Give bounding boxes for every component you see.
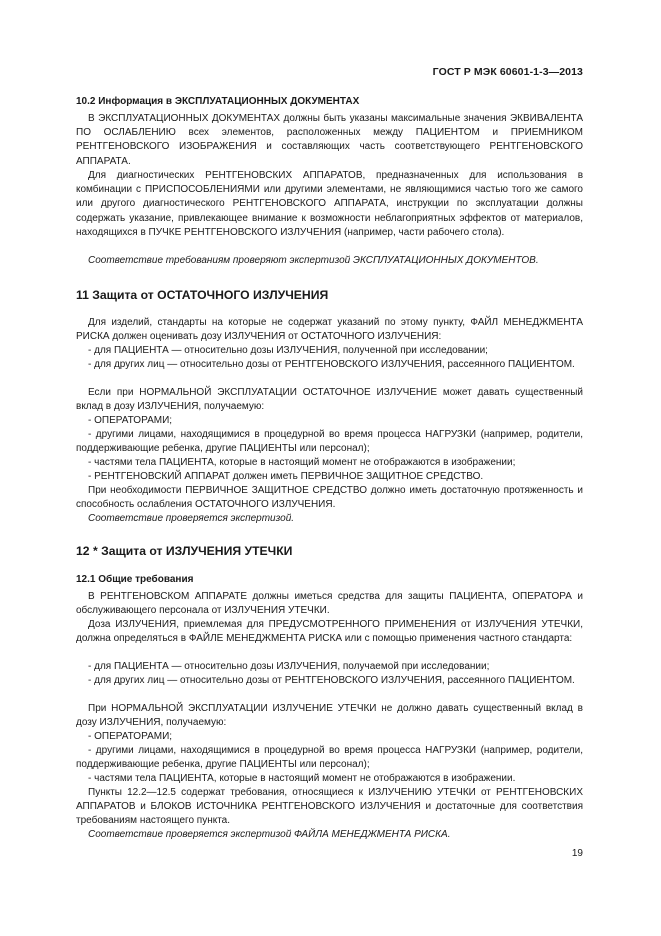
bullet-block-3 [76, 414, 583, 428]
list-item: - ОПЕРАТОРАМИ; [88, 415, 173, 426]
section-11-body [76, 316, 583, 344]
section-10-2-title: 10.2 Информация в ЭКСПЛУАТАЦИОННЫХ ДОКУМЕНТАХ [76, 96, 360, 107]
section-11-title: 11 Защита от ОСТАТОЧНОГО ИЗЛУЧЕНИЯ [76, 288, 329, 302]
bullet-block-2 [76, 358, 583, 372]
section-12-body-3 [76, 702, 583, 730]
bullet-block-7 [76, 660, 583, 674]
section-12 [76, 543, 583, 559]
document-page [76, 0, 583, 936]
list-item: - для ПАЦИЕНТА — относительно дозы ИЗЛУЧЕНИЯ, полученной при исследовании; [88, 345, 488, 356]
bullet-block-8 [76, 674, 583, 688]
paragraph: При необходимости ПЕРВИЧНОЕ ЗАЩИТНОЕ СРЕДСТВО должно иметь достаточную протяженность и способность ослабления ОСТАТОЧНОГО ИЗЛУЧЕНИЯ. [76, 485, 583, 511]
list-item: - для ПАЦИЕНТА — относительно дозы ИЗЛУЧЕНИЯ, получаемой при исследовании; [88, 661, 490, 672]
list-item: - для других лиц — относительно дозы от РЕНТГЕНОВСКОГО ИЗЛУЧЕНИЯ, рассеянного ПАЦИЕНТОМ. [88, 675, 575, 686]
list-item: - частями тела ПАЦИЕНТА, которые в настоящий момент не отображаются в изображении. [88, 773, 516, 784]
paragraph: В ЭКСПЛУАТАЦИОННЫХ ДОКУМЕНТАХ должны быть указаны максимальные значения ЭКВИВАЛЕНТА ПО ОСЛАБЛЕНИЮ всех элементов, расположенных между ПАЦИЕНТОМ и ПРИЕМНИКОМ РЕНТГЕНОВСКОГО ИЗОБРАЖЕНИЯ и составляющих часть соответствующего РЕНТГЕНОВСКОГО АППАРАТА. [76, 113, 583, 167]
section-11-body-3 [76, 484, 583, 512]
paragraph: Доза ИЗЛУЧЕНИЯ, приемлемая для ПРЕДУСМОТРЕННОГО ПРИМЕНЕНИЯ от ИЗЛУЧЕНИЯ УТЕЧКИ, должна определяться в ФАЙЛЕ МЕНЕДЖМЕНТА РИСКА или с помощью применения частного стандарта: [76, 619, 583, 645]
paragraph: Для диагностических РЕНТГЕНОВСКИХ АППАРАТОВ, предназначенных для использования в комбинации с ПРИСПОСОБЛЕНИЯМИ или другими элементами, не являющимися частью того же самого или другого диагностического РЕНТГЕНОВСКОГО АППАРАТА, инструкции по эксплуатации должны содержать указание, привлекающее внимание к возможности неблагоприятных эффектов от материалов, находящихся в ПУЧКЕ РЕНТГЕНОВСКОГО ИЗЛУЧЕНИЯ (например, части рабочего стола). [76, 170, 583, 238]
section-11 [76, 287, 583, 303]
compliance-note: Соответствие проверяется экспертизой ФАЙЛА МЕНЕДЖМЕНТА РИСКА. [88, 829, 451, 840]
paragraph: Если при НОРМАЛЬНОЙ ЭКСПЛУАТАЦИИ ОСТАТОЧНОЕ ИЗЛУЧЕНИЕ может давать существенный вклад в дозу ИЗЛУЧЕНИЯ, получаемую: [76, 387, 583, 413]
page-number: 19 [571, 848, 583, 859]
section-10-2 [76, 95, 583, 109]
bullet-block-9 [76, 730, 583, 744]
compliance-note: Соответствие требованиям проверяют экспертизой ЭКСПЛУАТАЦИОННЫХ ДОКУМЕНТОВ. [88, 255, 539, 266]
list-item: - другими лицами, находящимися в процедурной во время процесса НАГРУЗКИ (например, родители, поддерживающие ребенка, другие ПАЦИЕНТЫ или персонал); [76, 429, 583, 455]
list-item: - другими лицами, находящимися в процедурной во время процесса НАГРУЗКИ (например, родители, поддерживающие ребенка, другие ПАЦИЕНТЫ или персонал); [76, 745, 583, 771]
section-11-body-4 [76, 512, 583, 526]
section-10-2-body-2 [76, 169, 583, 240]
section-11-body-2 [76, 386, 583, 414]
bullet-block-1 [76, 344, 583, 358]
list-item: - ОПЕРАТОРАМИ; [88, 731, 173, 742]
section-12-title: 12 * Защита от ИЗЛУЧЕНИЯ УТЕЧКИ [76, 544, 293, 558]
section-10-2-body [76, 112, 583, 169]
paragraph: В РЕНТГЕНОВСКОМ АППАРАТЕ должны иметься средства для защиты ПАЦИЕНТА, ОПЕРАТОРА и обслуживающего персонала от ИЗЛУЧЕНИЯ УТЕЧКИ. [76, 591, 583, 617]
section-12-body-1 [76, 590, 583, 618]
bullet-block-10 [76, 744, 583, 772]
compliance-note: Соответствие проверяется экспертизой. [88, 513, 295, 524]
section-12-1 [76, 573, 583, 587]
list-item: - для других лиц — относительно дозы от РЕНТГЕНОВСКОГО ИЗЛУЧЕНИЯ, рассеянного ПАЦИЕНТОМ. [88, 359, 575, 370]
bullet-block-4 [76, 428, 583, 456]
section-12-body-2 [76, 618, 583, 646]
section-12-body-5 [76, 828, 583, 842]
paragraph: Для изделий, стандарты на которые не содержат указаний по этому пункту, ФАЙЛ МЕНЕДЖМЕНТА РИСКА должен оценивать дозу ИЗЛУЧЕНИЯ от ОСТАТОЧНОГО ИЗЛУЧЕНИЯ: [76, 317, 583, 343]
list-item: - частями тела ПАЦИЕНТА, которые в настоящий момент не отображаются в изображении; [88, 457, 516, 468]
section-10-2-body-3 [76, 254, 583, 268]
paragraph: При НОРМАЛЬНОЙ ЭКСПЛУАТАЦИИ ИЗЛУЧЕНИЕ УТЕЧКИ не должно давать существенный вклад в дозу ИЗЛУЧЕНИЯ, получаемую: [76, 703, 583, 729]
list-item: - РЕНТГЕНОВСКИЙ АППАРАТ должен иметь ПЕРВИЧНОЕ ЗАЩИТНОЕ СРЕДСТВО. [88, 471, 484, 482]
section-12-1-title: 12.1 Общие требования [76, 574, 194, 585]
section-12-body-4 [76, 786, 583, 829]
bullet-block-11 [76, 772, 583, 786]
paragraph: Пункты 12.2—12.5 содержат требования, относящиеся к ИЗЛУЧЕНИЮ УТЕЧКИ от РЕНТГЕНОВСКИХ АППАРАТОВ и БЛОКОВ ИСТОЧНИКА РЕНТГЕНОВСКОГО ИЗЛУЧЕНИЯ и достаточные для соответствия требованиям настоящего пункта. [76, 787, 583, 827]
bullet-block-5 [76, 456, 583, 470]
bullet-block-6 [76, 470, 583, 484]
document-header: ГОСТ Р МЭК 60601-1-3—2013 [432, 66, 583, 78]
